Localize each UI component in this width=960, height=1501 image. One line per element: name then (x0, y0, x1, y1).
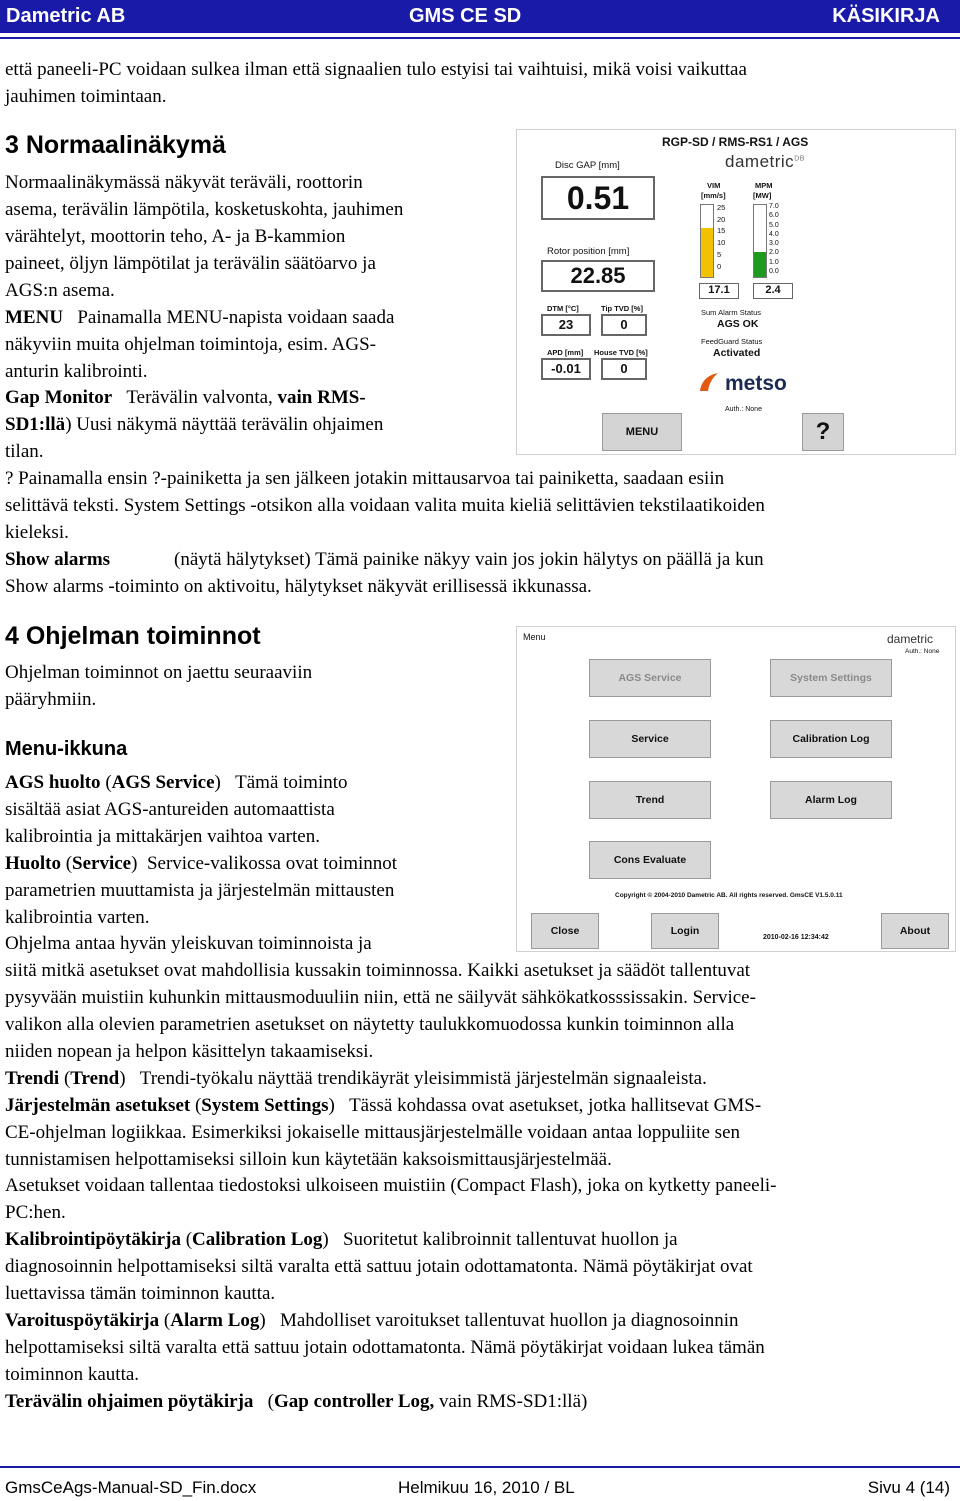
mpm-tick: 1.0 (769, 258, 779, 266)
mpm-value[interactable]: 2.4 (753, 283, 793, 299)
ter-desc: vain RMS-SD1:llä) (434, 1391, 588, 1412)
about-button[interactable]: About (881, 913, 949, 949)
rotor-position-value[interactable]: 22.85 (541, 260, 655, 292)
auth-status: Auth.: None (725, 406, 762, 413)
help-line-3: kieleksi. (5, 522, 69, 543)
kal-line-1: Kalibrointipöytäkirja (Calibration Log) Suoritetut kalibroinnit tallentuvat huollon ja (5, 1229, 678, 1250)
mpm-tick: 2.0 (769, 249, 779, 257)
vim-tick: 10 (717, 238, 726, 248)
tip-tvd-value[interactable]: 0 (601, 314, 647, 336)
service-button[interactable]: Service (589, 720, 711, 758)
footer-filename: GmsCeAgs-Manual-SD_Fin.docx (5, 1478, 257, 1497)
header-company: Dametric AB (6, 5, 126, 27)
vim-label: VIM (707, 181, 721, 190)
copyright-text: Copyright © 2004-2010 Dametric AB. All rights reserved. GmsCE V1.5.0.11 (615, 892, 843, 899)
vim-bar (700, 204, 714, 278)
metso-logo: metso (725, 372, 787, 395)
ags-desc-1: Tämä toiminto (235, 772, 348, 793)
house-tvd-label: House TVD [%] (594, 348, 648, 357)
sum-alarm-label: Sum Alarm Status (701, 308, 762, 317)
var-term: Varoituspöytäkirja (5, 1310, 160, 1331)
apd-value[interactable]: -0.01 (541, 358, 591, 380)
footer-date: Helmikuu 16, 2010 / BL (398, 1478, 575, 1497)
page-header (0, 0, 960, 33)
s4-para-1: Ohjelman toiminnot on jaettu seuraaviin (5, 662, 313, 683)
jarj-line-3: tunnistamisen helpottamiseksi silloin kun käytetään kaksoismittausjärjestelmää. (5, 1149, 612, 1170)
menu-datetime: 2010-02-16 12:34:42 (763, 934, 829, 941)
ter-term-en: Gap controller Log, (274, 1391, 435, 1412)
menu-button[interactable]: MENU (602, 413, 682, 451)
mpm-ticks (769, 202, 779, 276)
house-tvd-value[interactable]: 0 (601, 358, 647, 380)
section-3-heading: 3 Normaalinäkymä (5, 131, 226, 159)
huolto-term-en: Service (72, 853, 132, 874)
rotor-position-label: Rotor position [mm] (547, 246, 630, 257)
dtm-value[interactable]: 23 (541, 314, 591, 336)
ter-line-1: Terävälin ohjaimen pöytäkirja (Gap controller Log, vain RMS-SD1:llä) (5, 1391, 588, 1412)
trendi-term-en: Trend (70, 1068, 120, 1089)
ags-line-1: AGS huolto (AGS Service) Tämä toiminto (5, 772, 348, 793)
trendi-term: Trendi (5, 1068, 60, 1089)
gap-term: Gap Monitor (5, 387, 113, 408)
trendi-desc-1: Trendi-työkalu näyttää trendikäyrät yleisimmistä järjestelmän signaaleista. (139, 1068, 707, 1089)
gap-desc-line-2 (5, 411, 383, 438)
menu-window-title: Menu (523, 632, 546, 642)
metso-logo-icon (697, 370, 721, 394)
vim-unit: [mm/s] (701, 191, 726, 200)
feedguard-label: FeedGuard Status (701, 337, 763, 346)
asetukset-line-1: Asetukset voidaan tallentaa tiedostoksi ulkoiseen muistiin (Compact Flash), joka on kytketty paneeli- (5, 1175, 777, 1196)
alarm-log-button[interactable]: Alarm Log (770, 781, 892, 819)
header-rule (0, 37, 960, 39)
ags-term-en: AGS Service (111, 772, 215, 793)
mpm-unit: [MW] (753, 191, 772, 200)
gap-desc-line-1 (5, 384, 366, 411)
vim-tick: 5 (717, 249, 722, 259)
ohjelma-line-5: niiden nopean ja helpon käsittelyn takaamiseksi. (5, 1041, 374, 1062)
normal-view-screenshot (516, 129, 956, 455)
mpm-tick: 0.0 (769, 268, 779, 276)
vim-bar-fill (701, 228, 713, 277)
alarm-desc-1: (näytä hälytykset) Tämä painike näkyy vain jos jokin hälytys on päällä ja kun (174, 549, 764, 570)
trend-button[interactable]: Trend (589, 781, 711, 819)
ags-line-3: kalibrointia ja mittakärjen vaihtoa varten. (5, 826, 320, 847)
kal-line-3: luettavissa tämän toiminnon kautta. (5, 1283, 276, 1304)
kal-desc-1: Suoritetut kalibroinnit tallentuvat huollon ja (342, 1229, 678, 1250)
var-line-2: helpottamiseksi siltä varalta että sattuu jotain odottamatonta. Nämä pöytäkirjat voidaan lukea tämän (5, 1337, 765, 1358)
disc-gap-value[interactable]: 0.51 (541, 176, 655, 220)
help-line-2: selittävä teksti. System Settings -otsikon alla voidaan valita muita kieliä selittävien tekstilaatikoiden (5, 495, 765, 516)
close-button[interactable]: Close (531, 913, 599, 949)
vim-value[interactable]: 17.1 (699, 283, 739, 299)
var-line-3: toiminnon kautta. (5, 1364, 140, 1385)
dtm-label: DTM [°C] (547, 304, 579, 313)
huolto-term: Huolto (5, 853, 61, 874)
intro-line-1: että paneeli-PC voidaan sulkea ilman että signaalien tulo estyisi tai vaihtuisi, mikä voisi vaikuttaa (5, 59, 747, 80)
show-alarms-term: Show alarms (5, 549, 111, 570)
asetukset-line-2: PC:hen. (5, 1202, 66, 1223)
gap-desc-1b: vain RMS- (277, 387, 366, 408)
kal-term: Kalibrointipöytäkirja (5, 1229, 181, 1250)
mpm-bar (753, 204, 767, 278)
ohjelma-line-1: Ohjelma antaa hyvän yleiskuvan toiminnoista ja (5, 933, 372, 954)
alarm-line-1 (5, 546, 764, 573)
trendi-line-1: Trendi (Trend) Trendi-työkalu näyttää trendikäyrät yleisimmistä järjestelmän signaaleista. (5, 1068, 707, 1089)
jarj-line-2: CE-ohjelman logiikkaa. Esimerkiksi jokaiselle mittausjärjestelmälle voidaan antaa loppuliite sen (5, 1122, 740, 1143)
var-desc-1: Mahdolliset varoitukset tallentuvat huollon ja diagnosoinnin (279, 1310, 739, 1331)
ohjelma-line-3: pysyvään muistiin kuhunkin mittausmoduuliin niin, että ne säilyvät sähkökatkosssissakin. Service- (5, 987, 756, 1008)
kal-line-2: diagnosoinnin helpottamiseksi siltä varalta että sattuu jotain odottamatonta. Nämä pöytäkirjat ovat (5, 1256, 753, 1277)
menu-window-screenshot (516, 626, 956, 952)
login-button[interactable]: Login (651, 913, 719, 949)
huolto-line-1: Huolto (Service) Service-valikossa ovat toiminnot (5, 853, 398, 874)
footer-page: Sivu 4 (14) (867, 1478, 950, 1497)
gap-desc-2: ) Uusi näkymä näyttää terävälin ohjaimen (65, 414, 384, 435)
cons-evaluate-button[interactable]: Cons Evaluate (589, 841, 711, 879)
jarj-term-en: System Settings (201, 1095, 329, 1116)
jarj-desc-1: Tässä kohdassa ovat asetukset, jotka hallitsevat GMS- (349, 1095, 762, 1116)
menu-desc-line-2: näkyviin muita ohjelman toimintoja, esim. AGS- (5, 334, 376, 355)
s3-para-3: värähtelyt, moottorin teho, A- ja B-kammion (5, 226, 346, 247)
ags-line-2: sisältää asiat AGS-antureiden automaattista (5, 799, 335, 820)
gap-desc-line-3: tilan. (5, 441, 44, 462)
menu-auth-status: Auth.: None (905, 648, 940, 655)
gap-desc-2b: SD1:llä (5, 414, 66, 435)
s3-para-4: paineet, öljyn lämpötilat ja terävälin säätöarvo ja (5, 253, 376, 274)
mpm-tick: 3.0 (769, 240, 779, 248)
mpm-tick: 4.0 (769, 230, 779, 238)
feedguard-value: Activated (713, 347, 761, 359)
vim-tick: 20 (717, 214, 726, 224)
header-doctype: KÄSIKIRJA (832, 5, 940, 27)
apd-label: APD [mm] (547, 348, 584, 357)
vim-tick: 25 (717, 203, 726, 212)
menu-dametric-logo: dametric (887, 632, 934, 646)
help-button[interactable]: ? (802, 413, 844, 451)
ags-term: AGS huolto (5, 772, 101, 793)
vim-ticks (717, 202, 725, 272)
menu-desc-line-3: anturin kalibrointi. (5, 361, 148, 382)
dametric-logo: dametric$^{DB}$ (725, 152, 805, 171)
intro-line-2: jauhimen toimintaan. (5, 86, 167, 107)
dametric-logo-text: dametric (725, 152, 795, 171)
sum-alarm-value: AGS OK (717, 318, 759, 330)
section-4-heading: 4 Ohjelman toiminnot (5, 622, 261, 650)
mpm-tick: 5.0 (769, 221, 779, 229)
s4-para-2: pääryhmiin. (5, 689, 97, 710)
jarj-term: Järjestelmän asetukset (5, 1095, 191, 1116)
mpm-tick: 7.0 (769, 203, 779, 210)
ohjelma-line-2: siitä mitkä asetukset ovat mahdollisia kussakin toiminnossa. Kaikki asetukset ja säädöt tallentuvat (5, 960, 751, 981)
huolto-line-3: kalibrointia varten. (5, 907, 150, 928)
menu-desc-line-1 (5, 304, 394, 331)
mpm-tick: 6.0 (769, 212, 779, 220)
kal-term-en: Calibration Log (192, 1229, 323, 1250)
ohjelma-line-4: valikon alla olevien parametrien asetukset on näytetty taulukkomuodossa kunkin toiminnon alla (5, 1014, 735, 1035)
vim-tick: 0 (717, 261, 722, 271)
ags-service-button[interactable]: AGS Service (589, 659, 711, 697)
menu-desc-1: Painamalla MENU-napista voidaan saada (77, 307, 395, 328)
mpm-bar-fill (754, 252, 766, 277)
jarj-line-1: Järjestelmän asetukset (System Settings) Tässä kohdassa ovat asetukset, jotka hallitsevat GMS- (5, 1095, 762, 1116)
var-line-1: Varoituspöytäkirja (Alarm Log) Mahdolliset varoitukset tallentuvat huollon ja diagnosoinnin (5, 1310, 739, 1331)
menu-window-heading: Menu-ikkuna (5, 738, 128, 760)
help-line-1: ? Painamalla ensin ?-painiketta ja sen jälkeen jotakin mittausarvoa tai painiketta, saadaan esiin (5, 468, 725, 489)
s3-para-1: Normaalinäkymässä näkyvät teräväli, roottorin (5, 172, 363, 193)
screen-title: RGP-SD / RMS-RS1 / AGS (662, 135, 809, 149)
huolto-line-2: parametrien muuttamista ja järjestelmän mittausten (5, 880, 395, 901)
ter-term: Terävälin ohjaimen pöytäkirja (5, 1391, 254, 1412)
calibration-log-button[interactable]: Calibration Log (770, 720, 892, 758)
vim-tick: 15 (717, 226, 726, 236)
gap-desc-1a: Terävälin valvonta, (126, 387, 273, 408)
tip-tvd-label: Tip TVD [%] (601, 304, 643, 313)
footer-rule (0, 1466, 960, 1468)
huolto-desc-1: Service-valikossa ovat toiminnot (146, 853, 398, 874)
system-settings-button[interactable]: System Settings (770, 659, 892, 697)
disc-gap-label: Disc GAP [mm] (555, 160, 620, 171)
alarm-line-2: Show alarms -toiminto on aktivoitu, hälytykset näkyvät erillisessä ikkunassa. (5, 576, 592, 597)
menu-term: MENU (5, 307, 64, 328)
s3-para-2: asema, terävälin lämpötila, kosketuskohta, jauhimen (5, 199, 404, 220)
var-term-en: Alarm Log (170, 1310, 260, 1331)
s3-para-5: AGS:n asema. (5, 280, 115, 301)
header-product: GMS CE SD (409, 5, 522, 27)
mpm-label: MPM (755, 181, 773, 190)
